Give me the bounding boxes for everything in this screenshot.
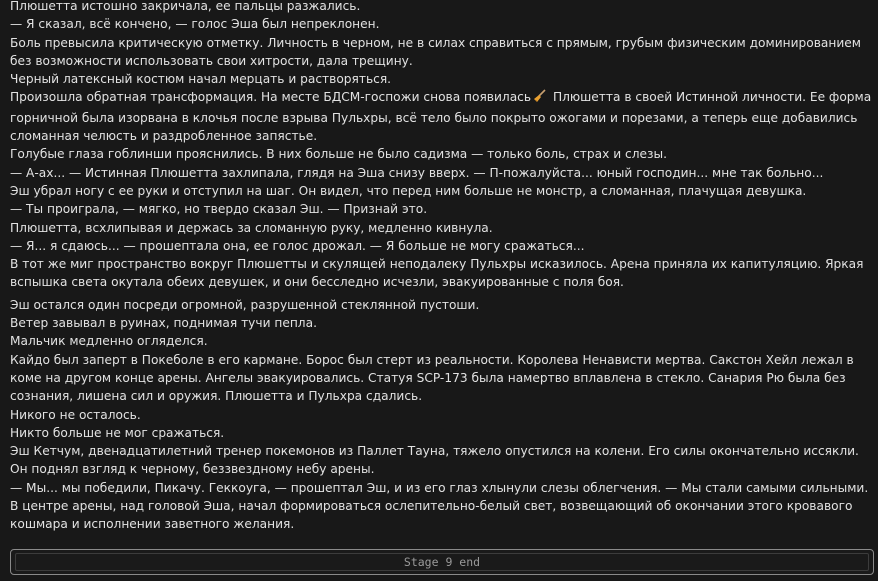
stage-end-bar <box>10 549 874 575</box>
paragraph: Никто больше не мог сражаться. <box>10 425 225 440</box>
paragraph: Эш Кетчум, двенадцатилетний тренер покемонов из Паллет Тауна, тяжело опустился на колени. Его силы окончательно иссякли. Он поднял взгляд к черному, беззвездному небу арены. <box>10 444 859 477</box>
paragraph: Эш остался один посреди огромной, разрушенной стеклянной пустоши. <box>10 297 480 312</box>
paragraph: Эш убрал ногу с ее руки и отступил на шаг. Он видел, что перед ним больше не монстр, а сломанная, плачущая девушка. <box>10 183 807 198</box>
paragraph: Кайдо был заперт в Покеболе в его кармане. Борос был стерт из реальности. Королева Ненависти мертва. Сакстон Хейл лежал в коме на другом конце арены. Ангелы эвакуировались. Статуя SCP-173 была намертво вплавлена в стекло. Санария Рю была без сознания, лишена сил и оружия. Плюшетта и Пульхра сдались. <box>10 352 854 404</box>
paragraph: Голубые глаза гоблинши прояснились. В них больше не было садизма — только боль, страх и слезы. <box>10 147 667 162</box>
stage-end-label: Stage 9 end <box>15 553 869 571</box>
paragraph: Никого не осталось. <box>10 407 141 422</box>
paragraph: — Мы... мы победили, Пикачу. Геккоуга, — прошептал Эш, и из его глаз хлынули слезы облегчения. — Мы стали самыми сильными. <box>10 480 869 495</box>
paragraph: Ветер завывал в руинах, поднимая тучи пепла. <box>10 316 317 331</box>
message-body <box>10 0 876 534</box>
paragraph-part: Произошла обратная трансформация. На месте БДСМ-госпожи снова появилась <box>10 90 532 105</box>
broom-icon <box>533 89 547 108</box>
paragraph: Черный латексный костюм начал мерцать и растворяться. <box>10 72 392 87</box>
paragraph: Боль превысила критическую отметку. Личность в черном, не в силах справиться с прямым, грубым физическим доминированием без возможности использовать свои хитрости, дала трещину. <box>10 35 861 68</box>
paragraph: — А-ах... — Истинная Плюшетта захлипала, глядя на Эша снизу вверх. — П-пожалуйста... юный господин... мне так больно... <box>10 165 824 180</box>
paragraph: Плюшетта истошно закричала, ее пальцы разжались. <box>10 0 361 13</box>
paragraph: — Я... я сдаюсь... — прошептала она, ее голос дрожал. — Я больше не могу сражаться... <box>10 238 585 253</box>
paragraph-part: Плюшетта в своей Истинной личности. Ее форма горничной была изорвана в клочья после взрыва Пульхры, всё тело было покрыто ожогами и порезами, а теперь еще добавились сломанная челюсть и раздробленное запястье. <box>10 90 872 144</box>
paragraph: В центре арены, над головой Эша, начал формироваться ослепительно-белый свет, возвещающий об окончании этого кровавого кошмара и исполнении заветного желания. <box>10 499 853 532</box>
paragraph: Плюшетта, всхлипывая и держась за сломанную руку, медленно кивнула. <box>10 220 493 235</box>
paragraph <box>10 88 876 145</box>
paragraph: — Я сказал, всё кончено, — голос Эша был непреклонен. <box>10 17 380 32</box>
paragraph: В тот же миг пространство вокруг Плюшетты и скулящей неподалеку Пульхры исказилось. Арена приняла их капитуляцию. Яркая вспышка света окутала обеих девушек, и они бесследно исчезли, эвакуированные с поля боя. <box>10 257 864 290</box>
paragraph: Мальчик медленно огляделся. <box>10 334 208 349</box>
paragraph: — Ты проиграла, — мягко, но твердо сказал Эш. — Признай это. <box>10 202 428 217</box>
